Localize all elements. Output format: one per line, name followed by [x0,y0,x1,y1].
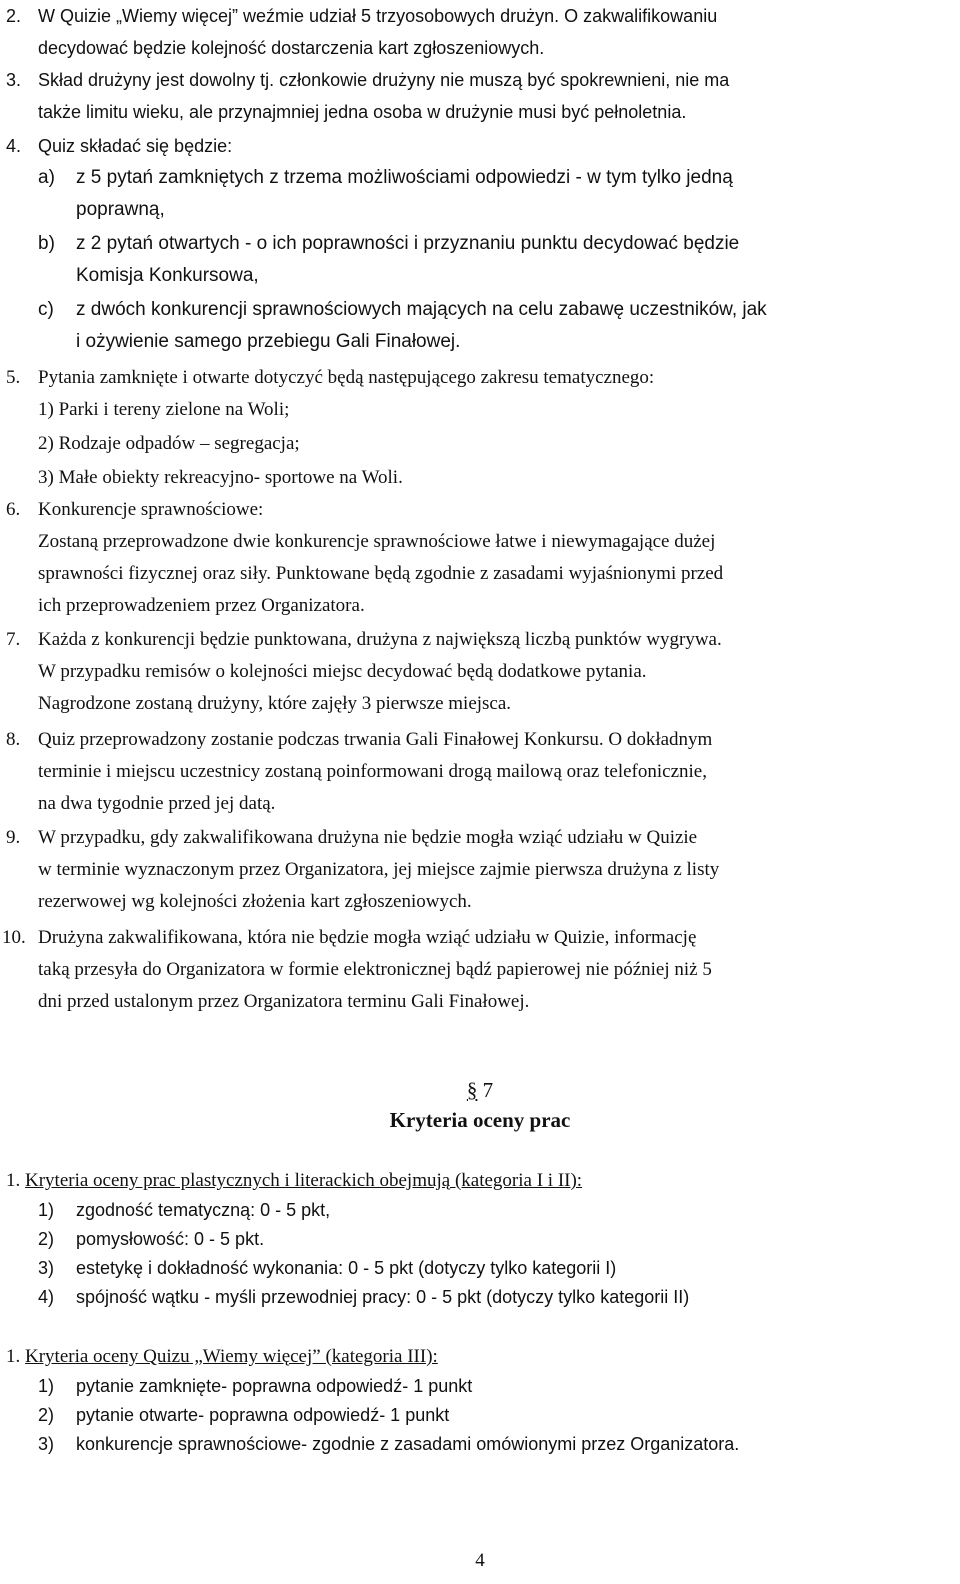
criteria-item-text: zgodność tematyczną: 0 - 5 pkt, [76,1200,331,1220]
criteria-item-number: 1) [38,1376,55,1396]
criteria-number: 1. [6,1346,21,1367]
item-text-line: także limitu wieku, ale przynajmniej jedna osoba w drużynie musi być pełnoletnia. [38,102,687,122]
criteria-heading-2 [6,1342,438,1372]
item-text-line: na dwa tygodnie przed jej datą. [38,793,276,814]
section-title: Kryteria oceny prac [389,1108,571,1132]
criteria-item-text: estetykę i dokładność wykonania: 0 - 5 pkt (dotyczy tylko kategorii I) [76,1258,617,1278]
sub-text-line: z 5 pytań zamkniętych z trzema możliwościami odpowiedzi - w tym tylko jedną [76,167,733,188]
criteria-heading-1 [6,1166,582,1196]
rule-item-9 [0,822,955,918]
rule-item-5 [0,362,955,394]
criteria-item [38,1254,616,1283]
criteria-number: 1. [6,1170,21,1191]
criteria-item-number: 3) [38,1434,55,1454]
item-text-line: taką przesyła do Organizatora w formie elektronicznej bądź papierowej nie później niż 5 [38,959,712,980]
item-number: 6. [6,499,21,520]
item-text-line: sprawności fizycznej oraz siły. Punktowane będą zgodnie z zasadami wyjaśnionymi przed [38,563,724,584]
item-text-line: Nagrodzone zostaną drużyny, które zajęły 3 pierwsze miejsca. [38,693,512,714]
sub-label: a) [38,167,55,188]
sub-text-line: poprawną, [76,199,165,220]
item-text-line: W przypadku, gdy zakwalifikowana drużyna nie będzie mogła wziąć udziału w Quizie [38,827,698,848]
sub-text-line: z dwóch konkurencji sprawnościowych mających na celu zabawę uczestników, jak [76,299,767,320]
criteria-item [38,1430,739,1459]
topic-list-item: 1) Parki i tereny zielone na Woli; [38,399,290,420]
criteria-item [38,1196,330,1225]
rule-item-3 [0,64,955,128]
criteria-item-text: spójność wątku - myśli przewodniej pracy: 0 - 5 pkt (dotyczy tylko kategorii II) [76,1287,690,1307]
item-text-line: terminie i miejscu uczestnicy zostaną poinformowani drogą mailową oraz telefonicznie, [38,761,707,782]
rule-item-6 [0,494,955,622]
item-number: 8. [6,729,21,750]
item-text-line: Zostaną przeprowadzone dwie konkurencje sprawnościowe łatwe i niewymagające dużej [38,531,716,552]
item-text-line: Każda z konkurencji będzie punktowana, drużyna z największą liczbą punktów wygrywa. [38,629,722,650]
criteria-item-text: pomysłowość: 0 - 5 pkt. [76,1229,265,1249]
sub-label: c) [38,299,54,320]
criteria-item [38,1372,472,1401]
sub-item-a [38,162,955,226]
topic-list-item: 3) Małe obiekty rekreacyjno- sportowe na Woli. [38,467,403,488]
item-text-line: Skład drużyny jest dowolny tj. członkowie drużyny nie muszą być spokrewnieni, nie ma [38,70,730,90]
criteria-item [38,1283,689,1312]
rule-item-2 [0,0,955,64]
rule-item-7 [0,624,955,720]
item-number: 10. [2,927,26,948]
topic-list-item: 2) Rodzaje odpadów – segregacja; [38,433,300,454]
criteria-heading-text: Kryteria oceny prac plastycznych i literackich obejmują (kategoria I i II): [25,1170,583,1191]
item-text-line: Drużyna zakwalifikowana, która nie będzie mogła wziąć udziału w Quizie, informację [38,927,697,948]
item-number: 4. [6,136,22,156]
item-text-line: decydować będzie kolejność dostarczenia kart zgłoszeniowych. [38,38,545,58]
criteria-heading-text: Kryteria oceny Quizu „Wiemy więcej” (kategoria III): [25,1346,438,1367]
criteria-item-number: 3) [38,1258,55,1278]
item-text-line: Quiz przeprowadzony zostanie podczas trwania Gali Finałowej Konkursu. O dokładnym [38,729,713,750]
item-text-line: W Quizie „Wiemy więcej” weźmie udział 5 trzyosobowych drużyn. O zakwalifikowaniu [38,6,718,26]
criteria-item-text: konkurencje sprawnościowe- zgodnie z zasadami omówionymi przez Organizatora. [76,1434,740,1454]
item-intro: Pytania zamknięte i otwarte dotyczyć będą następującego zakresu tematycznego: [38,367,655,388]
rule-item-4 [0,130,955,162]
section-number-value: 7 [482,1078,494,1102]
sub-text-line: z 2 pytań otwartych - o ich poprawności i przyznaniu punktu decydować będzie [76,233,740,254]
criteria-item-number: 2) [38,1405,55,1425]
item-text-line: dni przed ustalonym przez Organizatora terminu Gali Finałowej. [38,991,530,1012]
criteria-item-number: 2) [38,1229,55,1249]
rule-item-8 [0,724,955,820]
item-text-line: rezerwowej wg kolejności złożenia kart zgłoszeniowych. [38,891,472,912]
criteria-item-text: pytanie otwarte- poprawna odpowiedź- 1 punkt [76,1405,450,1425]
item-intro: Konkurencje sprawnościowe: [38,499,264,520]
criteria-item-text: pytanie zamknięte- poprawna odpowiedź- 1 punkt [76,1376,473,1396]
criteria-item [38,1401,449,1430]
item-number: 2. [6,6,22,26]
section-sign: § [466,1078,478,1102]
sub-text-line: Komisja Konkursowa, [76,265,259,286]
item-text-line: w terminie wyznaczonym przez Organizatora, jej miejsce zajmie pierwsza drużyna z listy [38,859,720,880]
item-number: 3. [6,70,22,90]
item-number: 7. [6,629,21,650]
sub-text-line: i ożywienie samego przebiegu Gali Finałowej. [76,331,461,352]
page-number: 4 [475,1550,485,1571]
item-text-line: W przypadku remisów o kolejności miejsc decydować będą dodatkowe pytania. [38,661,647,682]
sub-label: b) [38,233,55,254]
sub-item-c [38,294,955,358]
section-number [0,1078,960,1103]
item-text-line: ich przeprowadzeniem przez Organizatora. [38,595,365,616]
item-number: 5. [6,367,21,388]
sub-item-b [38,228,955,292]
item-intro: Quiz składać się będzie: [38,136,233,156]
criteria-item-number: 4) [38,1287,55,1307]
criteria-item-number: 1) [38,1200,55,1220]
item-number: 9. [6,827,21,848]
criteria-item [38,1225,264,1254]
rule-item-10 [0,922,955,1018]
